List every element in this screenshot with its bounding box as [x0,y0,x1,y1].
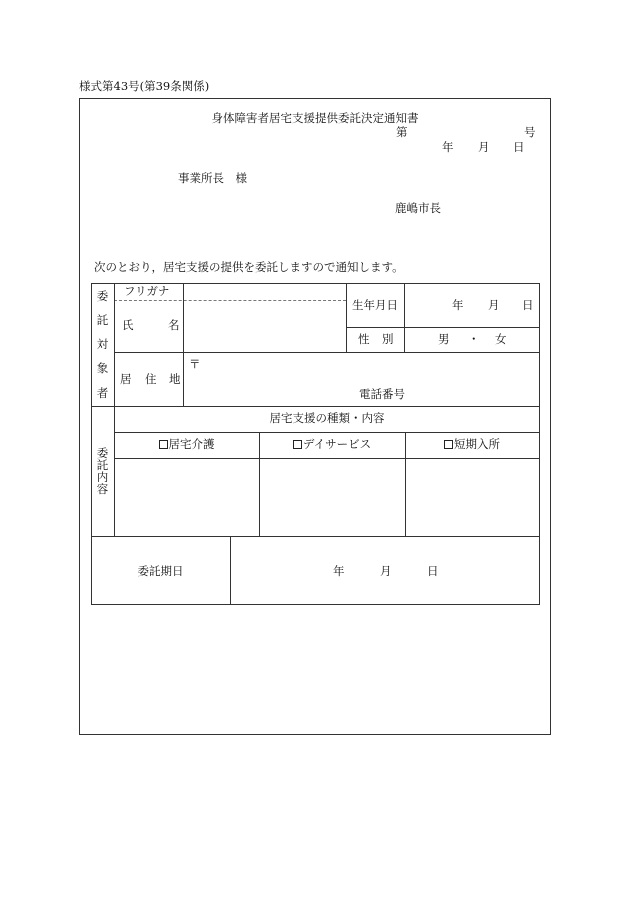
document-title: 身体障害者居宅支援提供委託決定通知書 [211,111,419,125]
service-header: 居宅支援の種類・内容 [269,411,385,425]
date-year: 年 [442,140,454,154]
service-home-care: 居宅介護 [114,439,259,451]
gender-male: 男 [438,332,450,346]
address-label-1: 居 [120,372,132,386]
gender-female: 女 [495,332,507,346]
doc-number-prefix: 第 [396,125,408,139]
phone-label: 電話番号 [359,387,405,401]
date-month: 月 [478,140,490,154]
address-label-3: 地 [169,372,181,386]
period-year-unit: 年 [333,564,345,578]
doc-number-suffix: 号 [524,125,536,139]
gender-separator: ・ [468,332,480,346]
name-label-2: 名 [168,318,180,332]
contract-section-label: 委 託 内 容 [96,446,109,497]
intro-text: 次のとおり，居宅支援の提供を委託しますので通知します。 [94,260,404,274]
furigana-label: フリガナ [124,284,170,298]
addressee: 事業所長 様 [178,171,247,185]
form-number: 様式第43号(第39条関係) [79,79,210,93]
postal-mark: 〒 [189,357,201,371]
service-short-stay: 短期入所 [405,439,539,451]
address-label-2: 住 [145,372,157,386]
checkbox[interactable] [293,440,302,449]
birth-year-unit: 年 [452,298,464,312]
gender-label-2: 別 [382,332,394,346]
gender-label-1: 性 [358,332,370,346]
birthdate-label: 生年月日 [352,298,398,312]
checkbox[interactable] [444,440,453,449]
period-month-unit: 月 [380,564,392,578]
checkbox[interactable] [159,440,168,449]
period-day-unit: 日 [427,564,439,578]
birth-day-unit: 日 [522,298,534,312]
name-label-1: 氏 [122,318,134,332]
birth-month-unit: 月 [488,298,500,312]
period-label: 委託期日 [137,564,184,578]
service-day-service: デイサービス [259,439,405,451]
sender: 鹿嶋市長 [395,201,441,215]
date-day: 日 [513,140,525,154]
subject-section-label: 委 託 対 象 者 [96,289,109,400]
